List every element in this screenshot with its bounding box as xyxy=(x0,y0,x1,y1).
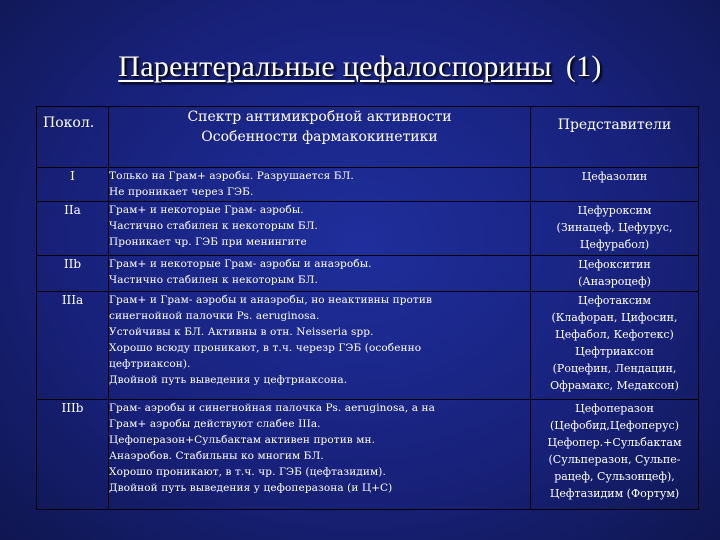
description-line: Устойчивы к БЛ. Активны в отн. Neisseria spp. xyxy=(109,326,374,338)
description-line: Грам+ аэробы действуют слабее IIIa. xyxy=(109,418,321,430)
representative-line: Цефопер.+Сульбактам xyxy=(547,436,682,449)
generation-cell: I xyxy=(37,168,109,202)
description-line: Частично стабилен к некоторым БЛ. xyxy=(109,274,318,286)
header-representatives: Представители xyxy=(531,107,699,168)
description-line: Грам+ и некоторые Грам- аэробы. xyxy=(109,204,304,216)
description-line: цефтриаксон). xyxy=(109,358,191,370)
header-spectrum xyxy=(109,107,531,168)
representative-line: Офрамакс, Медаксон) xyxy=(550,379,679,392)
description-line: Только на Грам+ аэробы. Разрушается БЛ. xyxy=(109,170,354,182)
description-cell xyxy=(109,202,531,256)
generation-cell: IIIa xyxy=(37,292,109,400)
header-spectrum-line1: Спектр антимикробной активности xyxy=(187,109,452,125)
description-line: Хорошо всюду проникают, в т.ч. черезр ГЭБ (особенно xyxy=(109,342,422,354)
description-cell xyxy=(109,292,531,400)
description-line: Анаэробов. Стабильны ко многим БЛ. xyxy=(109,450,324,462)
description-line: Грам- аэробы и синегнойная палочка Ps. aeruginosa, а на xyxy=(109,402,435,414)
representative-line: Цефазолин xyxy=(581,170,648,183)
representative-line: Цефоперазон xyxy=(575,402,654,415)
description-cell xyxy=(109,256,531,292)
generation-cell: IIIb xyxy=(37,400,109,510)
representative-line: (Роцефин, Лендацин, xyxy=(552,362,677,375)
representative-line: Цефтазидим (Фортум) xyxy=(549,487,680,500)
generation-cell: IIb xyxy=(37,256,109,292)
representative-line: Цефабол, Кефотекс) xyxy=(555,328,674,341)
representative-line: (Сульперазон, Сульпе- xyxy=(548,453,681,466)
representative-line: Цефотаксим xyxy=(578,294,651,307)
description-cell xyxy=(109,168,531,202)
header-generation: Покол. xyxy=(37,107,109,168)
representative-line: Цефокситин xyxy=(578,258,651,271)
header-spectrum-line2: Особенности фармакокинетики xyxy=(201,129,438,145)
description-line: Грам+ и Грам- аэробы и анаэробы, но неактивны против xyxy=(109,294,432,306)
representative-line: рацеф, Сульзонцеф), xyxy=(554,470,675,483)
description-line: Цефоперазон+Сульбактам активен против мн. xyxy=(109,434,376,446)
description-line: Проникает чр. ГЭБ при менингите xyxy=(109,236,307,248)
representatives-cell xyxy=(531,292,699,400)
cephalosporin-table xyxy=(36,106,699,510)
table-header-row xyxy=(37,107,699,168)
representatives-cell xyxy=(531,400,699,510)
representative-line: Цефурабол) xyxy=(579,238,650,251)
description-line: Двойной путь выведения у цефоперазона (и Ц+С) xyxy=(109,482,393,494)
representatives-cell xyxy=(531,168,699,202)
description-line: Двойной путь выведения у цефтриаксона. xyxy=(109,374,348,386)
table-row xyxy=(37,202,699,256)
table-row xyxy=(37,256,699,292)
table-row xyxy=(37,292,699,400)
table-row xyxy=(37,168,699,202)
description-line: синегнойной палочки Ps. aeruginosa. xyxy=(109,310,320,322)
description-line: Частично стабилен к некоторым БЛ. xyxy=(109,220,318,232)
representative-line: Цефтриаксон xyxy=(575,345,654,358)
representatives-cell xyxy=(531,256,699,292)
representative-line: (Зинацеф, Цефурус, xyxy=(556,221,673,234)
description-line: Не проникает через ГЭБ. xyxy=(109,186,254,198)
table-row xyxy=(37,400,699,510)
representative-line: Цефуроксим xyxy=(577,204,652,217)
representative-line: (Клафоран, Цифосин, xyxy=(551,311,678,324)
description-line: Хорошо проникают, в т.ч. чр. ГЭБ (цефтазидим). xyxy=(109,466,386,478)
title-text: Парентеральные цефалоспорины xyxy=(118,50,552,83)
representative-line: (Анаэроцеф) xyxy=(578,275,651,288)
representatives-cell xyxy=(531,202,699,256)
description-line: Грам+ и некоторые Грам- аэробы и анаэробы. xyxy=(109,258,372,270)
title-number: (1) xyxy=(565,50,602,83)
representative-line: (Цефобид,Цефоперус) xyxy=(550,419,679,432)
slide-title xyxy=(0,50,720,84)
generation-cell: IIa xyxy=(37,202,109,256)
description-cell xyxy=(109,400,531,510)
